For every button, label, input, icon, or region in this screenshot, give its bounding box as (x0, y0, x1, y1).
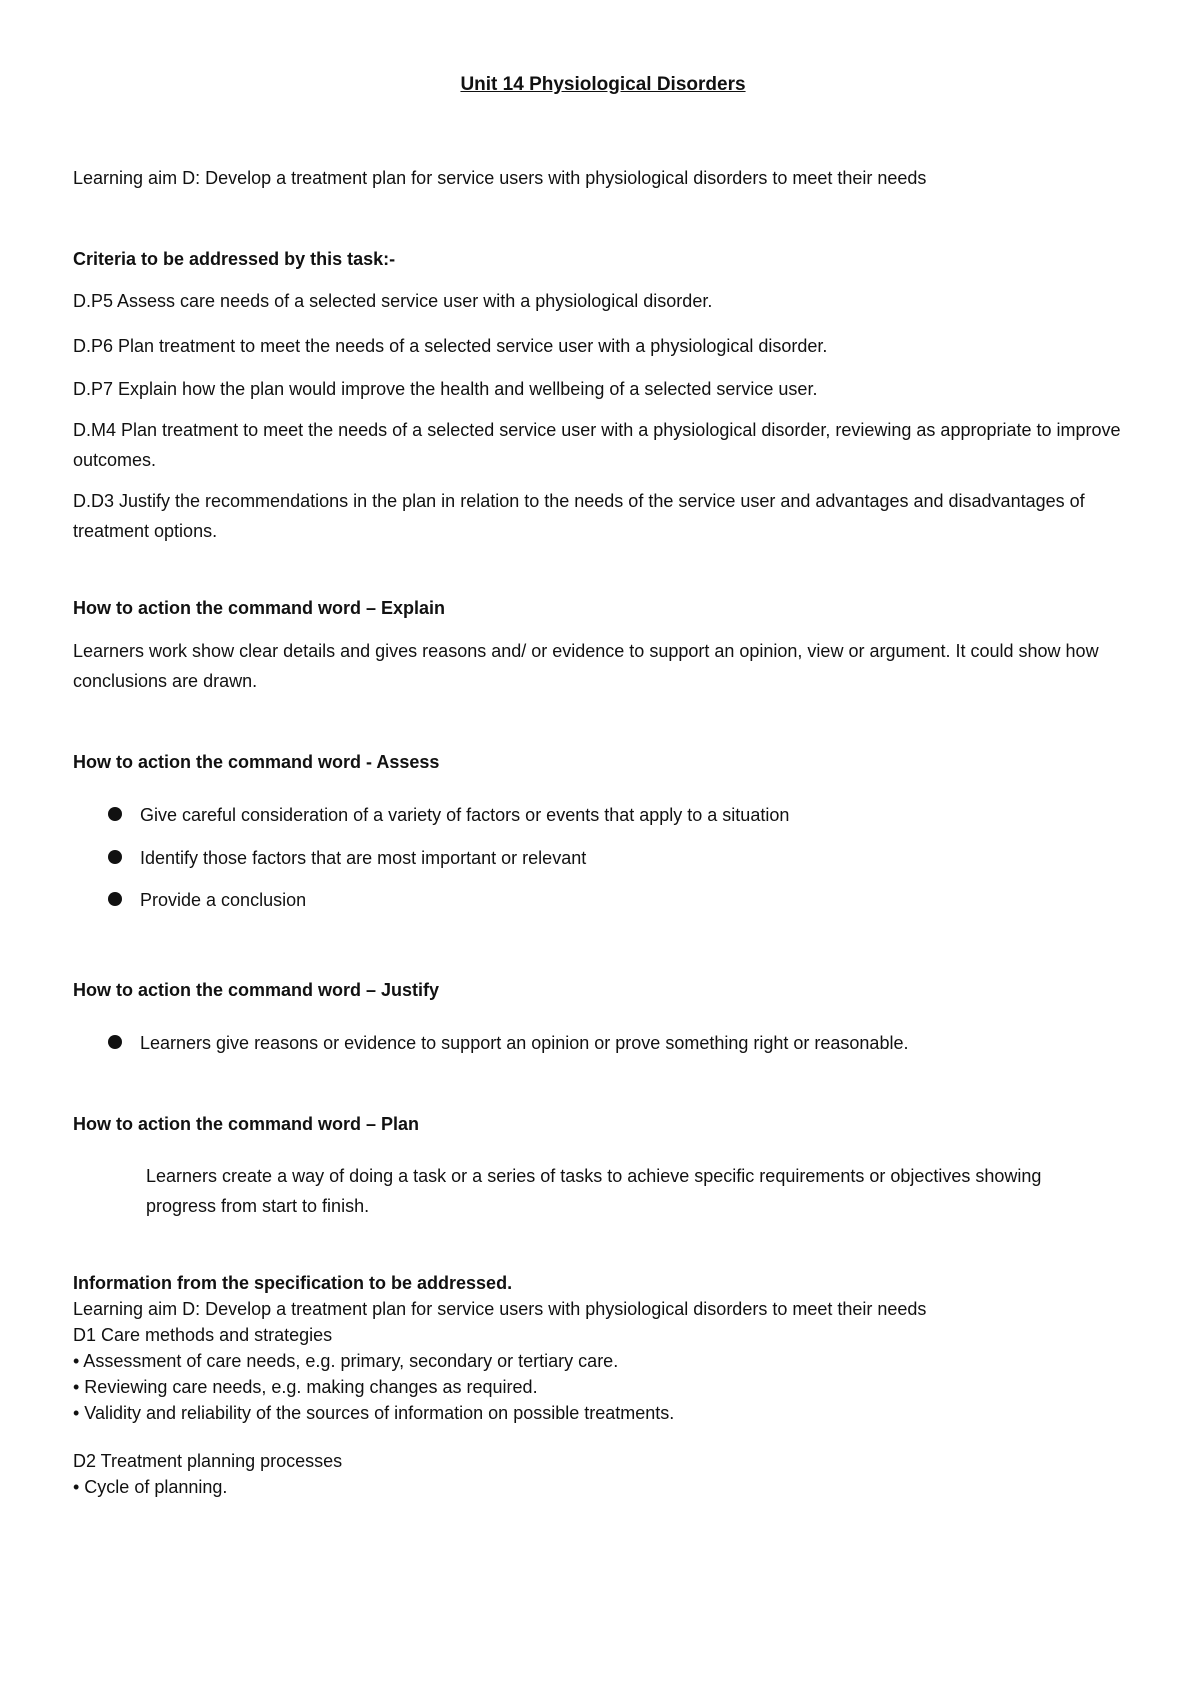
criteria-item: D.P5 Assess care needs of a selected service user with a physiological disorder. (73, 291, 713, 311)
criteria-item: D.P7 Explain how the plan would improve the health and wellbeing of a selected service user. (73, 379, 818, 399)
spec-line: • Reviewing care needs, e.g. making changes as required. (73, 1377, 538, 1397)
bullet-icon (108, 1035, 122, 1049)
list-item: Give careful consideration of a variety of factors or events that apply to a situation (108, 800, 789, 830)
plan-heading: How to action the command word – Plan (73, 1114, 420, 1134)
list-item: Identify those factors that are most important or relevant (108, 843, 586, 873)
learning-aim: Learning aim D: Develop a treatment plan for service users with physiological disorders to meet their needs (73, 168, 927, 188)
list-item: Learners give reasons or evidence to support an opinion or prove something right or reasonable. (108, 1028, 908, 1058)
justify-heading: How to action the command word – Justify (73, 980, 440, 1000)
bullet-icon (108, 892, 122, 906)
explain-text: Learners work show clear details and gives reasons and/ or evidence to support an opinion, view or argument. It could show how conclusions are drawn. (73, 641, 1099, 691)
spec-d2-heading: D2 Treatment planning processes (73, 1451, 343, 1471)
document-title: Unit 14 Physiological Disorders (460, 74, 746, 95)
criteria-item: D.D3 Justify the recommendations in the plan in relation to the needs of the service user and advantages and disadvantages of treatment options. (73, 491, 1085, 541)
spec-line: • Validity and reliability of the sources of information on possible treatments. (73, 1403, 675, 1423)
specification-heading: Information from the specification to be addressed. (73, 1273, 513, 1293)
explain-heading: How to action the command word – Explain (73, 598, 446, 618)
bullet-icon (108, 807, 122, 821)
list-item: Provide a conclusion (108, 885, 306, 915)
spec-line: • Cycle of planning. (73, 1477, 228, 1497)
criteria-item: D.M4 Plan treatment to meet the needs of a selected service user with a physiological disorder, reviewing as appropriate to improve outcomes. (73, 420, 1121, 470)
spec-line: D1 Care methods and strategies (73, 1325, 333, 1345)
plan-text: Learners create a way of doing a task or a series of tasks to achieve specific requirements or objectives showing progress from start to finish. (146, 1166, 1042, 1216)
criteria-item: D.P6 Plan treatment to meet the needs of a selected service user with a physiological disorder. (73, 336, 828, 356)
bullet-icon (108, 850, 122, 864)
criteria-heading: Criteria to be addressed by this task:- (73, 249, 396, 269)
spec-line: Learning aim D: Develop a treatment plan for service users with physiological disorders to meet their needs (73, 1299, 927, 1319)
spec-line: • Assessment of care needs, e.g. primary, secondary or tertiary care. (73, 1351, 619, 1371)
assess-heading: How to action the command word - Assess (73, 752, 440, 772)
